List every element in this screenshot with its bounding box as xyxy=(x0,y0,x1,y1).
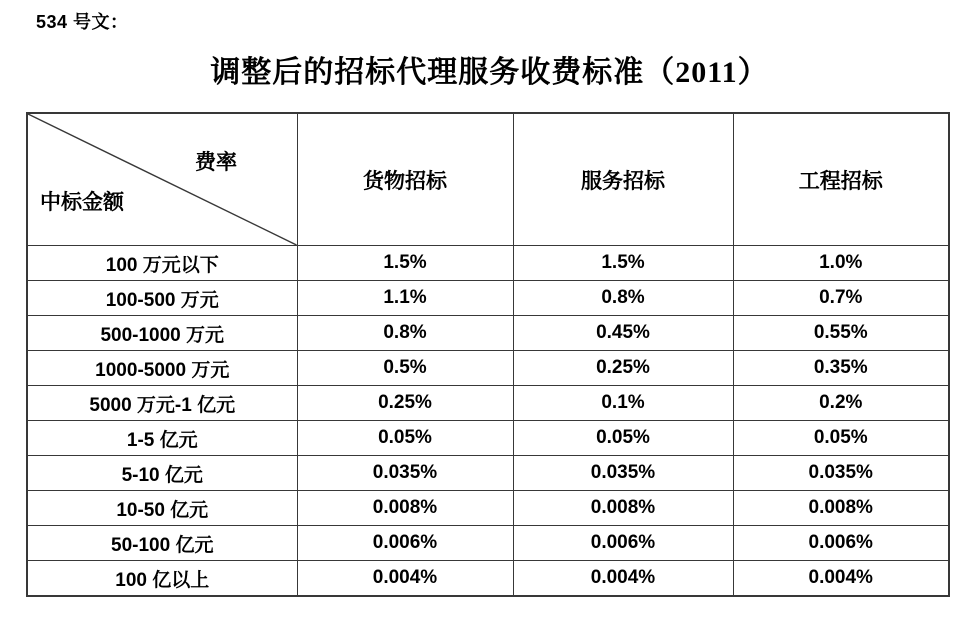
fee-rate-value: 0.25% xyxy=(297,386,513,421)
fee-rate-value: 0.008% xyxy=(513,491,733,526)
fee-rate-value: 0.004% xyxy=(297,561,513,597)
table-row xyxy=(27,316,949,351)
fee-rate-value: 0.004% xyxy=(513,561,733,597)
row-label-amount-range: 5-10 亿元 xyxy=(27,456,297,491)
fee-rate-value: 0.008% xyxy=(733,491,949,526)
corner-header-cell xyxy=(27,113,297,246)
table-row xyxy=(27,561,949,597)
fee-rate-value: 0.05% xyxy=(297,421,513,456)
row-label-amount-range: 100 亿以上 xyxy=(27,561,297,597)
doc-number-label: 534 号文： xyxy=(36,12,129,32)
row-label-amount-range: 100-500 万元 xyxy=(27,281,297,316)
header-row xyxy=(27,113,949,246)
fee-rate-value: 0.45% xyxy=(513,316,733,351)
row-label-amount-range: 5000 万元-1 亿元 xyxy=(27,386,297,421)
fee-rate-value: 0.55% xyxy=(733,316,949,351)
table-row xyxy=(27,386,949,421)
fee-table xyxy=(26,112,950,597)
fee-rate-value: 0.5% xyxy=(297,351,513,386)
fee-rate-value: 0.25% xyxy=(513,351,733,386)
row-label-amount-range: 1000-5000 万元 xyxy=(27,351,297,386)
fee-rate-value: 0.006% xyxy=(513,526,733,561)
fee-rate-value: 1.1% xyxy=(297,281,513,316)
fee-rate-value: 0.035% xyxy=(297,456,513,491)
fee-rate-value: 1.0% xyxy=(733,246,949,281)
fee-rate-value: 0.1% xyxy=(513,386,733,421)
diagonal-divider-line xyxy=(28,114,297,245)
table-row xyxy=(27,491,949,526)
fee-rate-value: 0.05% xyxy=(513,421,733,456)
fee-table-body xyxy=(27,246,949,597)
corner-label-bid-amount: 中标金额 xyxy=(40,190,124,214)
column-header-engineering-bidding: 工程招标 xyxy=(733,113,949,246)
fee-rate-value: 0.035% xyxy=(513,456,733,491)
fee-rate-value: 0.8% xyxy=(513,281,733,316)
fee-rate-value: 0.035% xyxy=(733,456,949,491)
fee-rate-value: 0.006% xyxy=(297,526,513,561)
corner-label-fee-rate: 费率 xyxy=(195,150,237,174)
table-row xyxy=(27,456,949,491)
table-row xyxy=(27,246,949,281)
column-header-goods-bidding: 货物招标 xyxy=(297,113,513,246)
row-label-amount-range: 100 万元以下 xyxy=(27,246,297,281)
fee-rate-value: 0.05% xyxy=(733,421,949,456)
row-label-amount-range: 10-50 亿元 xyxy=(27,491,297,526)
table-row xyxy=(27,526,949,561)
fee-rate-value: 0.2% xyxy=(733,386,949,421)
column-header-service-bidding: 服务招标 xyxy=(513,113,733,246)
row-label-amount-range: 1-5 亿元 xyxy=(27,421,297,456)
fee-rate-value: 0.006% xyxy=(733,526,949,561)
fee-rate-value: 1.5% xyxy=(297,246,513,281)
table-row xyxy=(27,421,949,456)
fee-rate-value: 1.5% xyxy=(513,246,733,281)
table-row xyxy=(27,351,949,386)
row-label-amount-range: 50-100 亿元 xyxy=(27,526,297,561)
fee-rate-value: 0.35% xyxy=(733,351,949,386)
fee-rate-value: 0.004% xyxy=(733,561,949,597)
page-title: 调整后的招标代理服务收费标准（2011） xyxy=(210,56,769,89)
fee-rate-value: 0.8% xyxy=(297,316,513,351)
fee-rate-value: 0.7% xyxy=(733,281,949,316)
fee-rate-value: 0.008% xyxy=(297,491,513,526)
row-label-amount-range: 500-1000 万元 xyxy=(27,316,297,351)
table-row xyxy=(27,281,949,316)
